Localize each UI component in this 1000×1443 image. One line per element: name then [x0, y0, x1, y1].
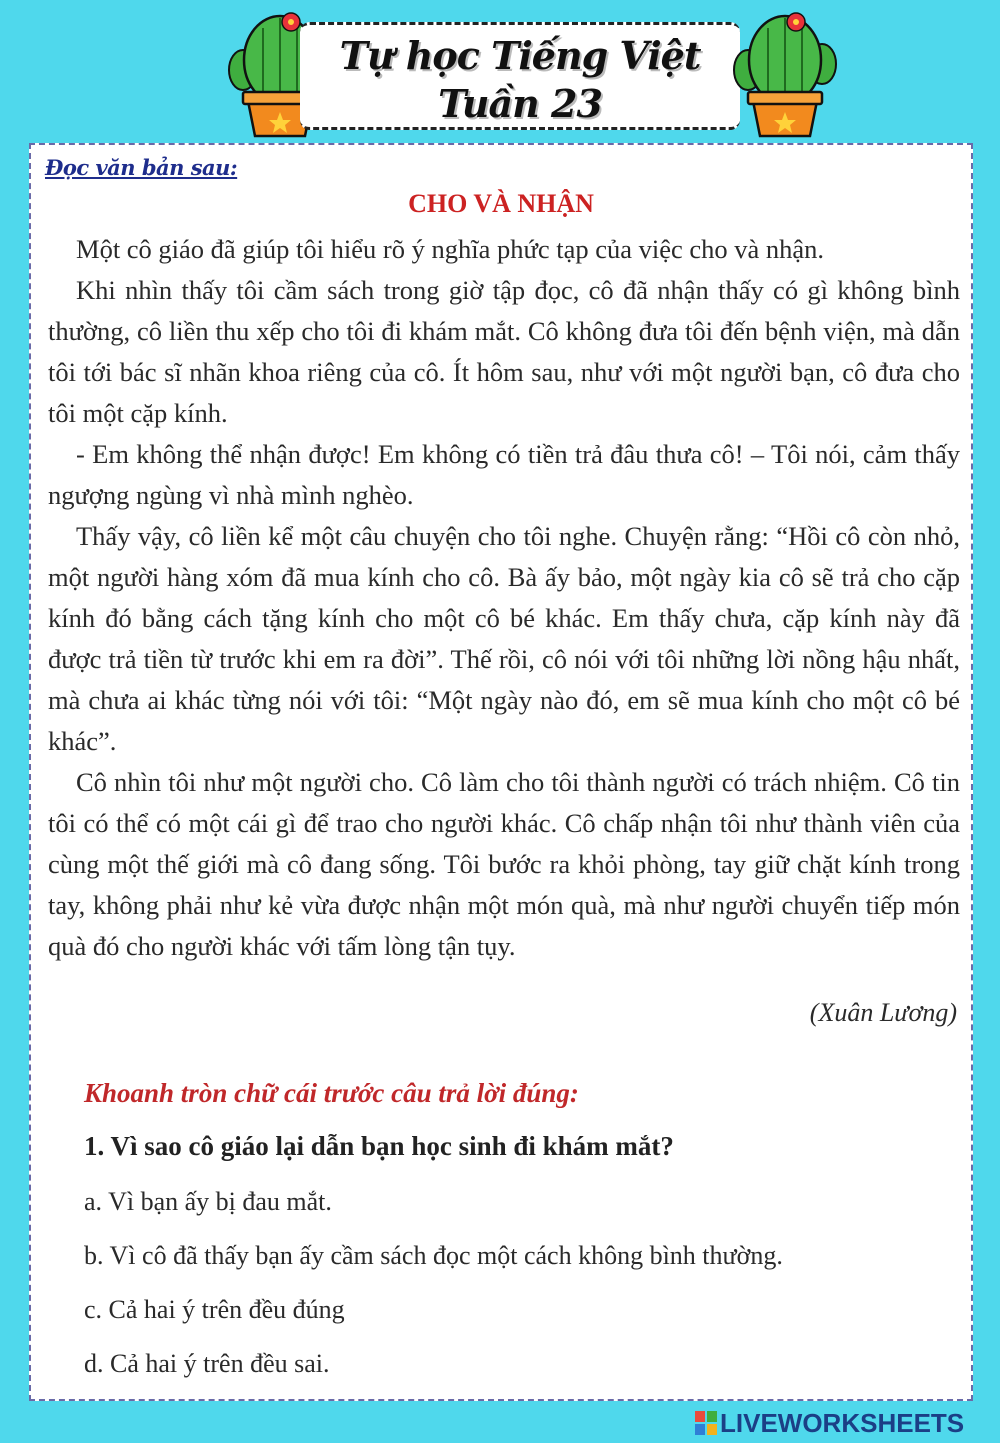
- story-text: [48, 229, 960, 967]
- title-line-2: Tuần 23: [438, 81, 602, 126]
- story-paragraph: Cô nhìn tôi như một người cho. Cô làm cho tôi thành người có trách nhiệm. Cô tin tôi có thể có một cái gì để trao cho người khác. Cô chấp nhận tôi như thành viên của cùng một thế giới mà cô đang sống. Tôi bước ra khỏi phòng, tay giữ chặt kính trong tay, không phải như kẻ vừa được nhận một món quà, mà như người chuyển tiếp món quà đó cho người khác với tấm lòng tận tụy.: [48, 767, 960, 961]
- story-paragraph: Khi nhìn thấy tôi cầm sách trong giờ tập đọc, cô đã nhận thấy có gì không bình thường, cô liền thu xếp cho tôi đi khám mắt. Cô không đưa tôi đến bệnh viện, mà dẫn tôi tới bác sĩ nhãn khoa riêng của cô. Ít hôm sau, như với một người bạn, cô đưa cho tôi một cặp kính.: [48, 275, 960, 428]
- story-paragraph: - Em không thể nhận được! Em không có tiền trả đâu thưa cô! – Tôi nói, cảm thấy ngượng ngùng vì nhà mình nghèo.: [48, 439, 960, 510]
- worksheet: [29, 143, 973, 1401]
- title-banner: [300, 22, 740, 130]
- answer-option-d[interactable]: d. Cả hai ý trên đều sai.: [84, 1349, 330, 1378]
- liveworksheets-brand: LIVEWORKSHEETS: [720, 1407, 965, 1438]
- story-title: CHO VÀ NHẬN: [408, 189, 594, 218]
- liveworksheets-logo-icon: [695, 1411, 717, 1435]
- exercise-instruction: Khoanh tròn chữ cái trước câu trả lời đúng:: [84, 1078, 579, 1108]
- liveworksheets-logo: [695, 1408, 964, 1438]
- title-line-1: Tự học Tiếng Việt: [339, 33, 701, 78]
- cactus-icon-right: [730, 8, 840, 138]
- reading-instruction: Đọc văn bản sau:: [45, 155, 238, 180]
- answer-option-c[interactable]: c. Cả hai ý trên đều đúng: [84, 1295, 345, 1324]
- story-paragraph: Thấy vậy, cô liền kể một câu chuyện cho tôi nghe. Chuyện rằng: “Hồi cô còn nhỏ, một người hàng xóm đã mua kính cho cô. Bà ấy bảo, một ngày kia cô sẽ trả cho cặp kính đó bằng cách tặng kính cho một cô bé khác. Em thấy chưa, cặp kính này đã được trả tiền từ trước khi em ra đời”. Thế rồi, cô nói với tôi những lời nồng hậu nhất, mà chưa ai khác từng nói với tôi: “Một ngày nào đó, em sẽ mua kính cho một cô bé khác”.: [48, 521, 960, 756]
- story-author: (Xuân Lương): [809, 998, 957, 1027]
- answer-option-b[interactable]: b. Vì cô đã thấy bạn ấy cầm sách đọc một cách không bình thường.: [84, 1241, 783, 1270]
- answer-option-a[interactable]: a. Vì bạn ấy bị đau mắt.: [84, 1187, 332, 1216]
- question-1: 1. Vì sao cô giáo lại dẫn bạn học sinh đi khám mắt?: [84, 1131, 674, 1161]
- story-paragraph: Một cô giáo đã giúp tôi hiểu rõ ý nghĩa phức tạp của việc cho và nhận.: [76, 234, 825, 264]
